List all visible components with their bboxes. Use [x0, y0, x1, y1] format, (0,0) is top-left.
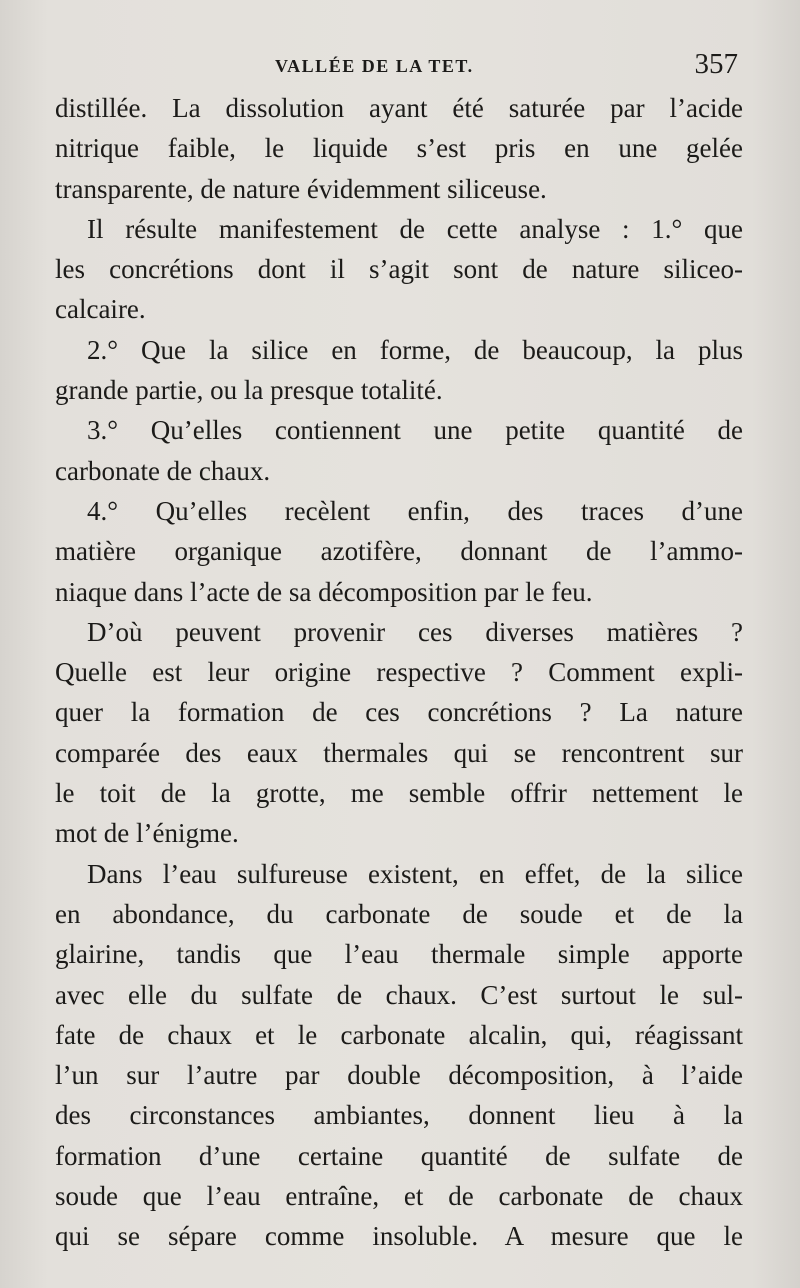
text-line: soude que l’eau entraîne, et de carbonate de chaux — [55, 1181, 743, 1212]
text-line: comparée des eaux thermales qui se rencontrent sur — [55, 737, 743, 768]
text-line: le toit de la grotte, me semble offrir nettement le — [55, 778, 743, 809]
text-line: grande partie, ou la presque totalité. — [55, 375, 443, 406]
text-line: quer la formation de ces concrétions ? La nature — [55, 697, 743, 728]
text-line: nitrique faible, le liquide s’est pris en une gelée — [55, 133, 743, 164]
text-line: Quelle est leur origine respective ? Comment expli- — [55, 657, 743, 688]
text-line: niaque dans l’acte de sa décomposition par le feu. — [55, 576, 593, 607]
paragraph-start-line: 4.° Qu’elles recèlent enfin, des traces d’une — [87, 495, 743, 526]
text-line: les concrétions dont il s’agit sont de nature siliceo- — [55, 254, 743, 285]
paragraph-start-line: 2.° Que la silice en forme, de beaucoup, la plus — [87, 334, 743, 365]
text-line: glairine, tandis que l’eau thermale simple apporte — [55, 939, 743, 970]
text-line: matière organique azotifère, donnant de l’ammo- — [55, 536, 743, 567]
paragraph-start-line: Dans l’eau sulfureuse existent, en effet, de la silice — [87, 858, 743, 889]
text-line: qui se sépare comme insoluble. A mesure que le — [55, 1221, 743, 1252]
text-line: l’un sur l’autre par double décomposition, à l’aide — [55, 1060, 743, 1091]
text-line: avec elle du sulfate de chaux. C’est surtout le sul- — [55, 979, 743, 1010]
text-line: des circonstances ambiantes, donnent lieu à la — [55, 1100, 743, 1131]
paragraph-start-line: 3.° Qu’elles contiennent une petite quantité de — [87, 415, 743, 446]
text-line: mot de l’énigme. — [55, 818, 239, 849]
text-line: fate de chaux et le carbonate alcalin, qui, réagissant — [55, 1019, 743, 1050]
text-line: transparente, de nature évidemment siliceuse. — [55, 173, 547, 204]
page-header — [0, 48, 800, 80]
text-line: formation d’une certaine quantité de sulfate de — [55, 1140, 743, 1171]
text-line: carbonate de chaux. — [55, 455, 271, 486]
running-head: VALLÉE DE LA TET. — [275, 56, 474, 76]
paragraph-start-line: Il résulte manifestement de cette analyse : 1.° que — [87, 213, 743, 244]
body-text — [55, 88, 743, 1257]
text-line: en abondance, du carbonate de soude et de la — [55, 898, 743, 929]
paragraph-start-line: D’où peuvent provenir ces diverses matières ? — [87, 616, 743, 647]
page-number: 357 — [694, 48, 738, 80]
text-line: distillée. La dissolution ayant été saturée par l’acide — [55, 93, 743, 123]
text-line: calcaire. — [55, 294, 146, 325]
